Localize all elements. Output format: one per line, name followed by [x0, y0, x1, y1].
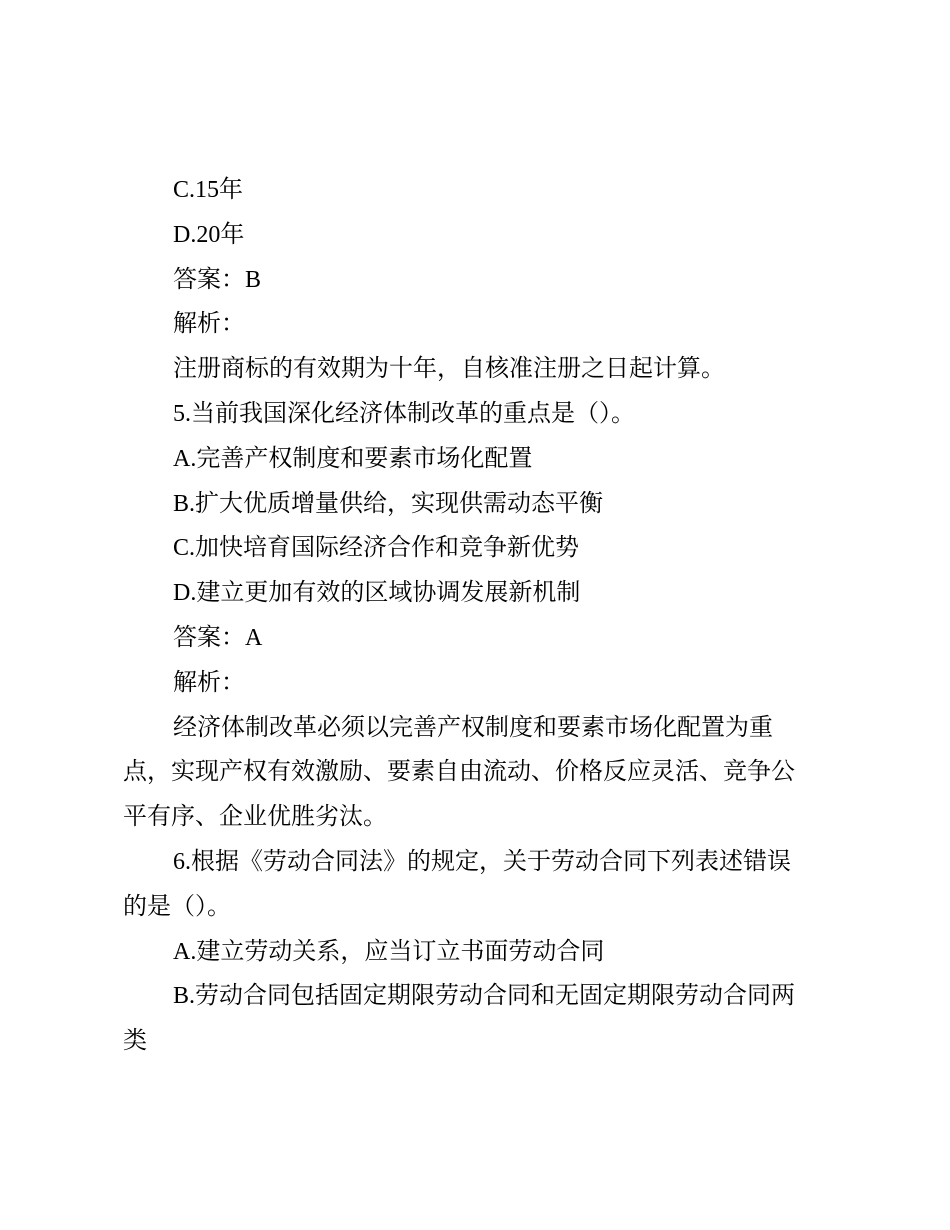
paragraph: [123, 571, 838, 616]
paragraph: [123, 930, 838, 975]
text-line: D.20年: [173, 221, 245, 248]
text-line: C.15年: [173, 177, 244, 203]
paragraph: [123, 661, 838, 706]
text-line: 注册商标的有效期为十年，自核准注册之日起计算。: [173, 356, 725, 383]
paragraph: [123, 302, 838, 347]
text-line: 平有序、企业优胜劣汰。: [123, 804, 387, 831]
text-line: 解析：: [173, 669, 245, 696]
paragraph: [123, 258, 838, 303]
text-line: 的是（）。: [123, 893, 231, 920]
text-line: 5.当前我国深化经济体制改革的重点是（）。: [173, 400, 635, 427]
paragraph: [123, 392, 838, 437]
paragraph: [123, 213, 838, 258]
text-line: 6.根据《劳动合同法》的规定，关于劳动合同下列表述错误: [173, 848, 791, 875]
paragraph: [123, 482, 838, 527]
text-line: 类: [123, 1028, 147, 1055]
paragraph: [123, 840, 838, 930]
text-line: 答案：A: [173, 624, 263, 651]
text-line: 解析：: [173, 311, 245, 338]
text-line: 答案：B: [173, 266, 262, 293]
text-line: B.劳动合同包括固定期限劳动合同和无固定期限劳动合同两: [173, 983, 796, 1010]
text-line: D.建立更加有效的区域协调发展新机制: [173, 580, 581, 607]
paragraph: [123, 616, 838, 661]
paragraph: [123, 706, 838, 840]
text-line: A.建立劳动关系，应当订立书面劳动合同: [173, 938, 605, 965]
paragraph: [123, 526, 838, 571]
text-line: 点，实现产权有效激励、要素自由流动、价格反应灵活、竞争公: [123, 759, 795, 786]
document-page: [123, 168, 838, 1064]
text-line: C.加快培育国际经济合作和竞争新优势: [173, 535, 580, 562]
text-line: 经济体制改革必须以完善产权制度和要素市场化配置为重: [173, 714, 773, 741]
paragraph: [123, 974, 838, 1064]
paragraph: [123, 168, 838, 213]
paragraph: [123, 347, 838, 392]
text-line: B.扩大优质增量供给，实现供需动态平衡: [173, 490, 604, 517]
text-line: A.完善产权制度和要素市场化配置: [173, 445, 533, 472]
paragraph: [123, 437, 838, 482]
